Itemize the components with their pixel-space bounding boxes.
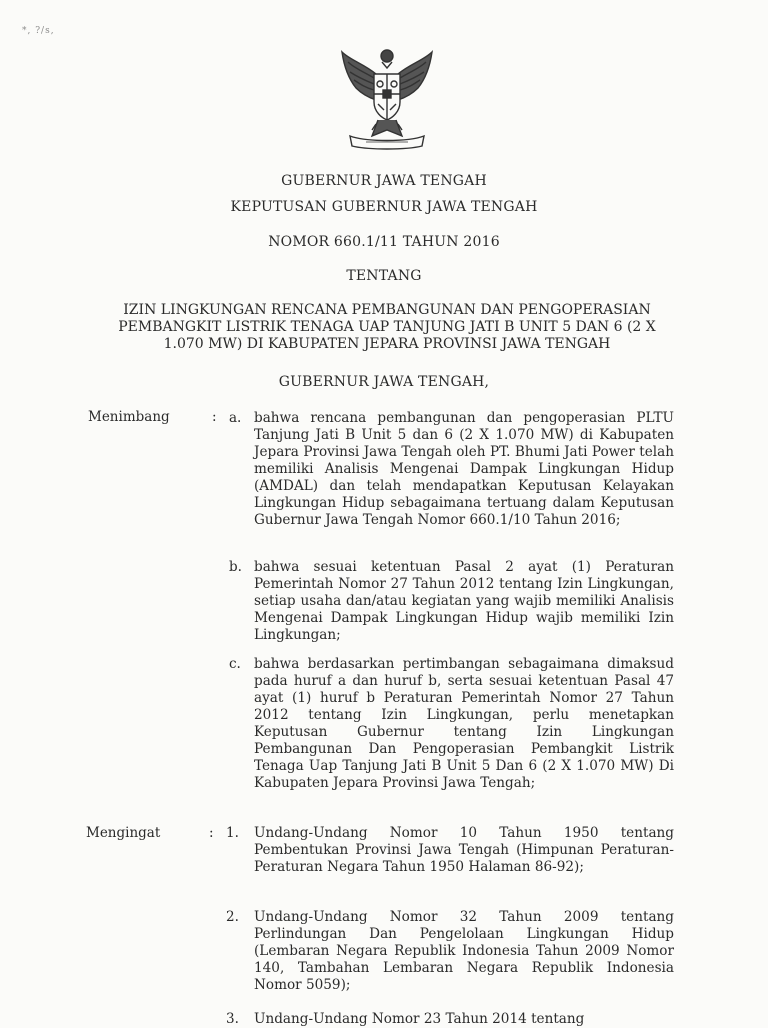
corner-handwritten-note: *, ?/s, <box>22 26 55 36</box>
menimbang-marker-b: b. <box>229 559 242 575</box>
decision-subject <box>96 302 678 353</box>
header-tentang: TENTANG <box>346 268 422 284</box>
menimbang-label: Menimbang <box>88 409 170 425</box>
menimbang-marker-c: c. <box>229 656 241 672</box>
issuer-line: GUBERNUR JAWA TENGAH, <box>278 374 490 390</box>
menimbang-item-c: bahwa berdasarkan pertimbangan sebagaimana dimaksud pada huruf a dan huruf b, serta sesuai ketentuan Pasal 47 ayat (1) huruf b Peraturan Pemerintah Nomor 27 Tahun 2012 tentang Izin Lingkungan, perlu menetapkan Keputusan Gubernur tentang Izin Lingkungan Pembangunan Dan Pengoperasian Pembangkit Listrik Tenaga Uap Tanjung Jati B Unit 5 Dan 6 (2 X 1.070 MW) Di Kabupaten Jepara Provinsi Jawa Tengah; <box>254 656 674 791</box>
subject-line-3: 1.070 MW) DI KABUPATEN JEPARA PROVINSI JAWA TENGAH <box>163 336 611 352</box>
header-number: NOMOR 660.1/11 TAHUN 2016 <box>268 234 500 250</box>
mengingat-colon: : <box>209 825 214 841</box>
garuda-emblem-icon <box>336 44 438 150</box>
menimbang-item-a: bahwa rencana pembangunan dan pengoperasian PLTU Tanjung Jati B Unit 5 dan 6 (2 X 1.070 MW) di Kabupaten Jepara Provinsi Jawa Tengah oleh PT. Bhumi Jati Power telah memiliki Analisis Mengenai Dampak Lingkungan Hidup (AMDAL) dan telah mendapatkan Keputusan Kelayakan Lingkungan Hidup sebagaimana tertuang dalam Keputusan Gubernur Jawa Tengah Nomor 660.1/10 Tahun 2016; <box>254 410 674 528</box>
mengingat-item-1: Undang-Undang Nomor 10 Tahun 1950 tentang Pembentukan Provinsi Jawa Tengah (Himpunan Peraturan-Peraturan Negara Tahun 1950 Halaman 86-92); <box>254 825 674 875</box>
mengingat-item-2: Undang-Undang Nomor 32 Tahun 2009 tentang Perlindungan Dan Pengelolaan Lingkungan Hidup (Lembaran Negara Republik Indonesia Tahun 2009 Nomor 140, Tambahan Lembaran Negara Republik Indonesia Nomor 5059); <box>254 909 674 993</box>
mengingat-marker-2: 2. <box>226 909 239 925</box>
header-governor: GUBERNUR JAWA TENGAH <box>281 173 487 189</box>
menimbang-item-b: bahwa sesuai ketentuan Pasal 2 ayat (1) Peraturan Pemerintah Nomor 27 Tahun 2012 tentang Izin Lingkungan, setiap usaha dan/atau kegiatan yang wajib memiliki Analisis Mengenai Dampak Lingkungan Hidup wajib memiliki Izin Lingkungan; <box>254 559 674 643</box>
menimbang-marker-a: a. <box>229 410 242 426</box>
mengingat-item-3: Undang-Undang Nomor 23 Tahun 2014 tentang <box>254 1011 585 1027</box>
mengingat-marker-1: 1. <box>226 825 239 841</box>
mengingat-label: Mengingat <box>86 825 161 841</box>
header-decision-title: KEPUTUSAN GUBERNUR JAWA TENGAH <box>230 199 538 215</box>
menimbang-colon: : <box>212 409 217 425</box>
subject-line-2: PEMBANGKIT LISTRIK TENAGA UAP TANJUNG JATI B UNIT 5 DAN 6 (2 X <box>118 319 656 335</box>
mengingat-marker-3: 3. <box>226 1011 239 1027</box>
subject-line-1: IZIN LINGKUNGAN RENCANA PEMBANGUNAN DAN PENGOPERASIAN <box>123 302 651 318</box>
